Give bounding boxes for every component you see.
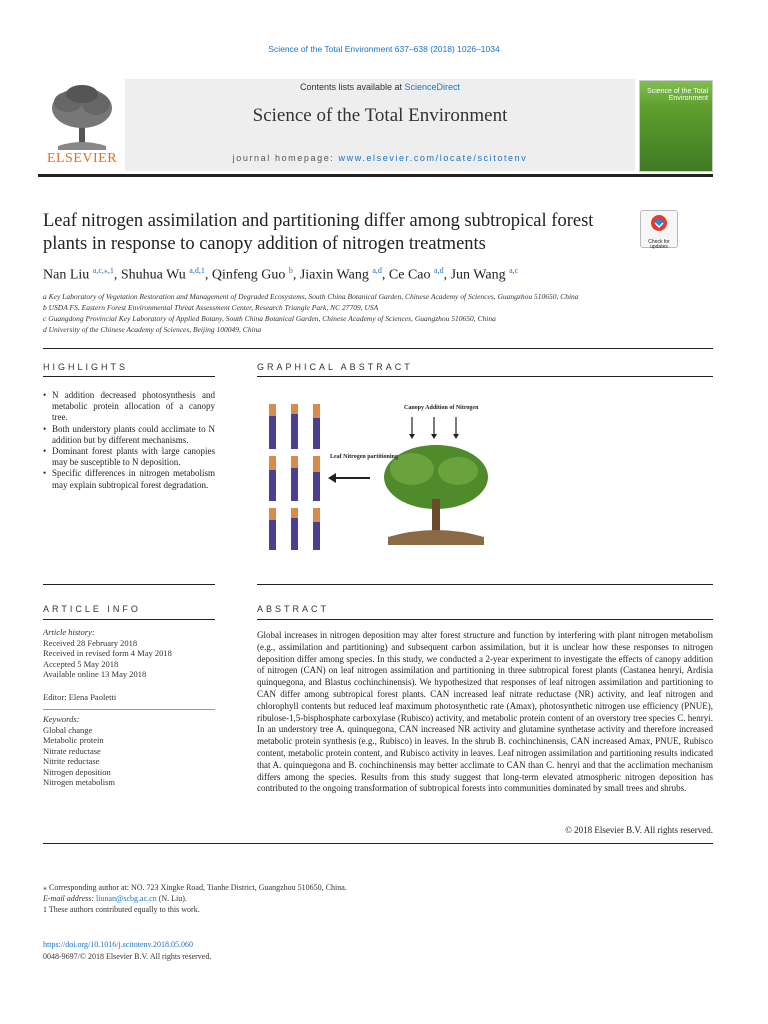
highlight-item: • Both understory plants could acclimate to N addition but by different mechanisms. bbox=[43, 424, 215, 446]
publisher-name: ELSEVIER bbox=[46, 151, 118, 166]
history-item: Received in revised form 4 May 2018 bbox=[43, 648, 172, 658]
author-name[interactable]: Jun Wang bbox=[450, 267, 506, 283]
article-info-heading: ARTICLE INFO bbox=[43, 604, 141, 614]
highlights-heading: HIGHLIGHTS bbox=[43, 362, 129, 372]
email-label: E-mail address: bbox=[43, 894, 97, 903]
journal-citation-link[interactable]: Science of the Total Environment 637–638 (2018) 1026–1034 bbox=[268, 44, 500, 54]
graphical-abstract-rule bbox=[257, 376, 713, 377]
nitrogen-partitioning-label: Leaf Nitrogen partitioning bbox=[330, 454, 398, 460]
article-title: Leaf nitrogen assimilation and partitioning differ among subtropical forest plants in response to canopy addition of nitrogen treatments bbox=[43, 211, 594, 254]
author-name[interactable]: Shuhua Wu bbox=[120, 267, 186, 283]
author-affiliation-marks[interactable]: a,c,⁎,1 bbox=[92, 266, 114, 275]
history-item: Available online 13 May 2018 bbox=[43, 669, 147, 679]
cover-title: Science of the Total Environment bbox=[647, 88, 708, 102]
abstract-rule bbox=[257, 619, 713, 620]
author-affiliation-marks[interactable]: a,d bbox=[434, 266, 444, 275]
bar-panel-2 bbox=[269, 456, 320, 501]
article-info-rule bbox=[43, 619, 215, 620]
affiliation-c: c Guangdong Provincial Key Laboratory of Applied Botany, South China Botanical Garden, Chinese Academy of Sciences, Guangzhou 510650, China bbox=[43, 314, 496, 323]
article-info-top-rule bbox=[43, 584, 215, 585]
author-name[interactable]: Qinfeng Guo bbox=[211, 267, 286, 283]
homepage-url-link[interactable]: www.elsevier.com/locate/scitotenv bbox=[338, 153, 528, 163]
author-name[interactable]: Nan Liu bbox=[43, 267, 90, 283]
author-affiliation-marks[interactable]: a,d,1 bbox=[189, 266, 205, 275]
email-suffix: (N. Liu). bbox=[156, 894, 187, 903]
update-icon bbox=[641, 211, 677, 235]
history-item: Received 28 February 2018 bbox=[43, 637, 138, 648]
editor: Editor: Elena Paoletti bbox=[43, 691, 117, 702]
contents-line bbox=[125, 82, 635, 92]
highlight-item: • Specific differences in nitrogen metabolism may explain subtropical forest degradation. bbox=[43, 468, 215, 490]
sciencedirect-link[interactable]: ScienceDirect bbox=[404, 82, 461, 92]
highlight-item: • N addition decreased photosynthesis and metabolic protein allocation of a canopy tree. bbox=[43, 390, 215, 424]
contents-prefix: Contents lists available at bbox=[299, 82, 405, 92]
bar-panel-1 bbox=[269, 404, 320, 449]
copyright-line: © 2018 Elsevier B.V. All rights reserved. bbox=[565, 825, 713, 835]
keyword: Nitrite reductase bbox=[43, 756, 100, 766]
homepage-prefix: journal homepage: bbox=[232, 153, 339, 163]
keyword: Nitrogen deposition bbox=[43, 766, 111, 777]
affiliation-d: d University of the Chinese Academy of Sciences, Beijing 100049, China bbox=[43, 325, 262, 334]
affiliation-a: a Key Laboratory of Vegetation Restoration and Management of Degraded Ecosystems, South China Botanical Garden, Chinese Academy of Sciences, Guangzhou 510650, China bbox=[43, 292, 579, 301]
graphical-abstract-bar-panels[interactable] bbox=[257, 394, 332, 554]
keyword: Global change bbox=[43, 724, 93, 735]
section-rule bbox=[43, 348, 713, 349]
footnotes bbox=[43, 882, 543, 915]
affiliation-b: b USDA FS, Eastern Forest Environmental Threat Assessment Center, Research Triangle Park, NC 27709, USA bbox=[43, 303, 379, 312]
bottom-rule bbox=[43, 843, 713, 844]
author-affiliation-marks[interactable]: a,c bbox=[509, 266, 519, 275]
header-rule bbox=[38, 174, 713, 177]
keywords-label: Keywords: bbox=[43, 714, 80, 724]
author-affiliation-marks[interactable]: b bbox=[288, 266, 293, 275]
keyword: Nitrate reductase bbox=[43, 745, 101, 756]
corresponding-author-note: ⁎ Corresponding author at: NO. 723 Xingke Road, Tianhe District, Guangzhou 510650, China. bbox=[43, 883, 347, 892]
canopy-addition-label: Canopy Addition of Nitrogen bbox=[404, 405, 479, 411]
check-for-updates-badge[interactable] bbox=[640, 210, 678, 248]
keyword: Metabolic protein bbox=[43, 735, 104, 745]
author-name[interactable]: Jiaxin Wang bbox=[299, 267, 369, 283]
author-name[interactable]: Ce Cao bbox=[388, 267, 431, 283]
bar-panel-3 bbox=[269, 508, 320, 550]
doi-link[interactable]: https://doi.org/10.1016/j.scitotenv.2018.05.060 bbox=[43, 940, 193, 949]
abstract-heading: ABSTRACT bbox=[257, 604, 330, 614]
badge-label: Check for updates bbox=[648, 239, 670, 250]
email-note bbox=[43, 893, 543, 904]
info-separator bbox=[43, 709, 215, 710]
graphical-abstract-heading: GRAPHICAL ABSTRACT bbox=[257, 362, 413, 372]
equal-contribution-note: 1 These authors contributed equally to this work. bbox=[43, 905, 200, 914]
author-list: Nan Liu $^{a,c,⁎,1}$, Shuhua Wu $^{a,d,1}$, Qinfeng Guo $^b$, Jiaxin Wang $^{a,d}$, Ce Cao $^{a,d}$, Jun Wang $^{a,c}$ bbox=[43, 266, 519, 283]
journal-homepage bbox=[125, 153, 635, 163]
email-link[interactable]: liunan@scbg.ac.cn bbox=[96, 894, 157, 903]
keyword: Nitrogen metabolism bbox=[43, 777, 116, 787]
author-affiliation-marks[interactable]: a,d bbox=[372, 266, 382, 275]
article-info bbox=[43, 627, 215, 788]
highlight-item: • Dominant forest plants with large canopies may be susceptible to N deposition. bbox=[43, 446, 215, 468]
journal-title: Science of the Total Environment bbox=[252, 105, 508, 126]
history-item: Accepted 5 May 2018 bbox=[43, 658, 119, 669]
highlights-rule bbox=[43, 376, 215, 377]
history-label: Article history: bbox=[43, 627, 95, 637]
highlights-list bbox=[43, 390, 215, 491]
issn-copyright: 0048-9697/© 2018 Elsevier B.V. All rights reserved. bbox=[43, 952, 212, 961]
abstract-text: Global increases in nitrogen deposition may alter forest structure and function by interfering with plant nitrogen metabolism (e.g., assimilation and partitioning) and subsequent carbon assimilation, but it is unclear how these responses to nitrogen deposition differ among species. In this study, we conducted a 2-year experiment to investigate the effects of canopy addition of nitrogen (CAN) on leaf nitrogen assimilation and partitioning in three subtropical forest plants (Castanea henryi, Ardisia quinquegona, and Blastus cochinchinensis). We hypothesized that responses of leaf nitrogen assimilation and partitioning to CAN differ among subtropical forest plants. CAN increased leaf nitrate reductase (NR) activity, and leaf nitrogen and chlorophyll contents but reduced leaf maximum photosynthetic rate (Amax), photosynthetic nitrogen use efficiency (PNUE), ribulose-1,5-bisphosphate carboxylase (Rubisco) activity, and metabolic protein content of an overstory tree species C. henryi. In an understory tree A. quinquegona, CAN increased NR activity and glutamine synthetase activity and therefore increased metabolic protein synthesis (e.g., Rubisco) in leaves. In the shrub B. cochinchinensis, CAN increased Amax, PNUE, Rubisco content, metabolic protein content, and Rubisco activity in leaves. Leaf nitrogen assimilation and partitioning results indicated that A. quinquegona and B. cochinchinensis may better acclimate to CAN than C. henryi and that the acclimation mechanism differs among the species. Results from this study suggest that long-term elevated atmospheric nitrogen deposition has contributed to the ongoing transformation of subtropical forests into communities dominated by small trees and shrubs. bbox=[257, 630, 713, 794]
abstract-top-rule bbox=[257, 584, 713, 585]
graphical-abstract-tree-drawing bbox=[328, 405, 508, 555]
